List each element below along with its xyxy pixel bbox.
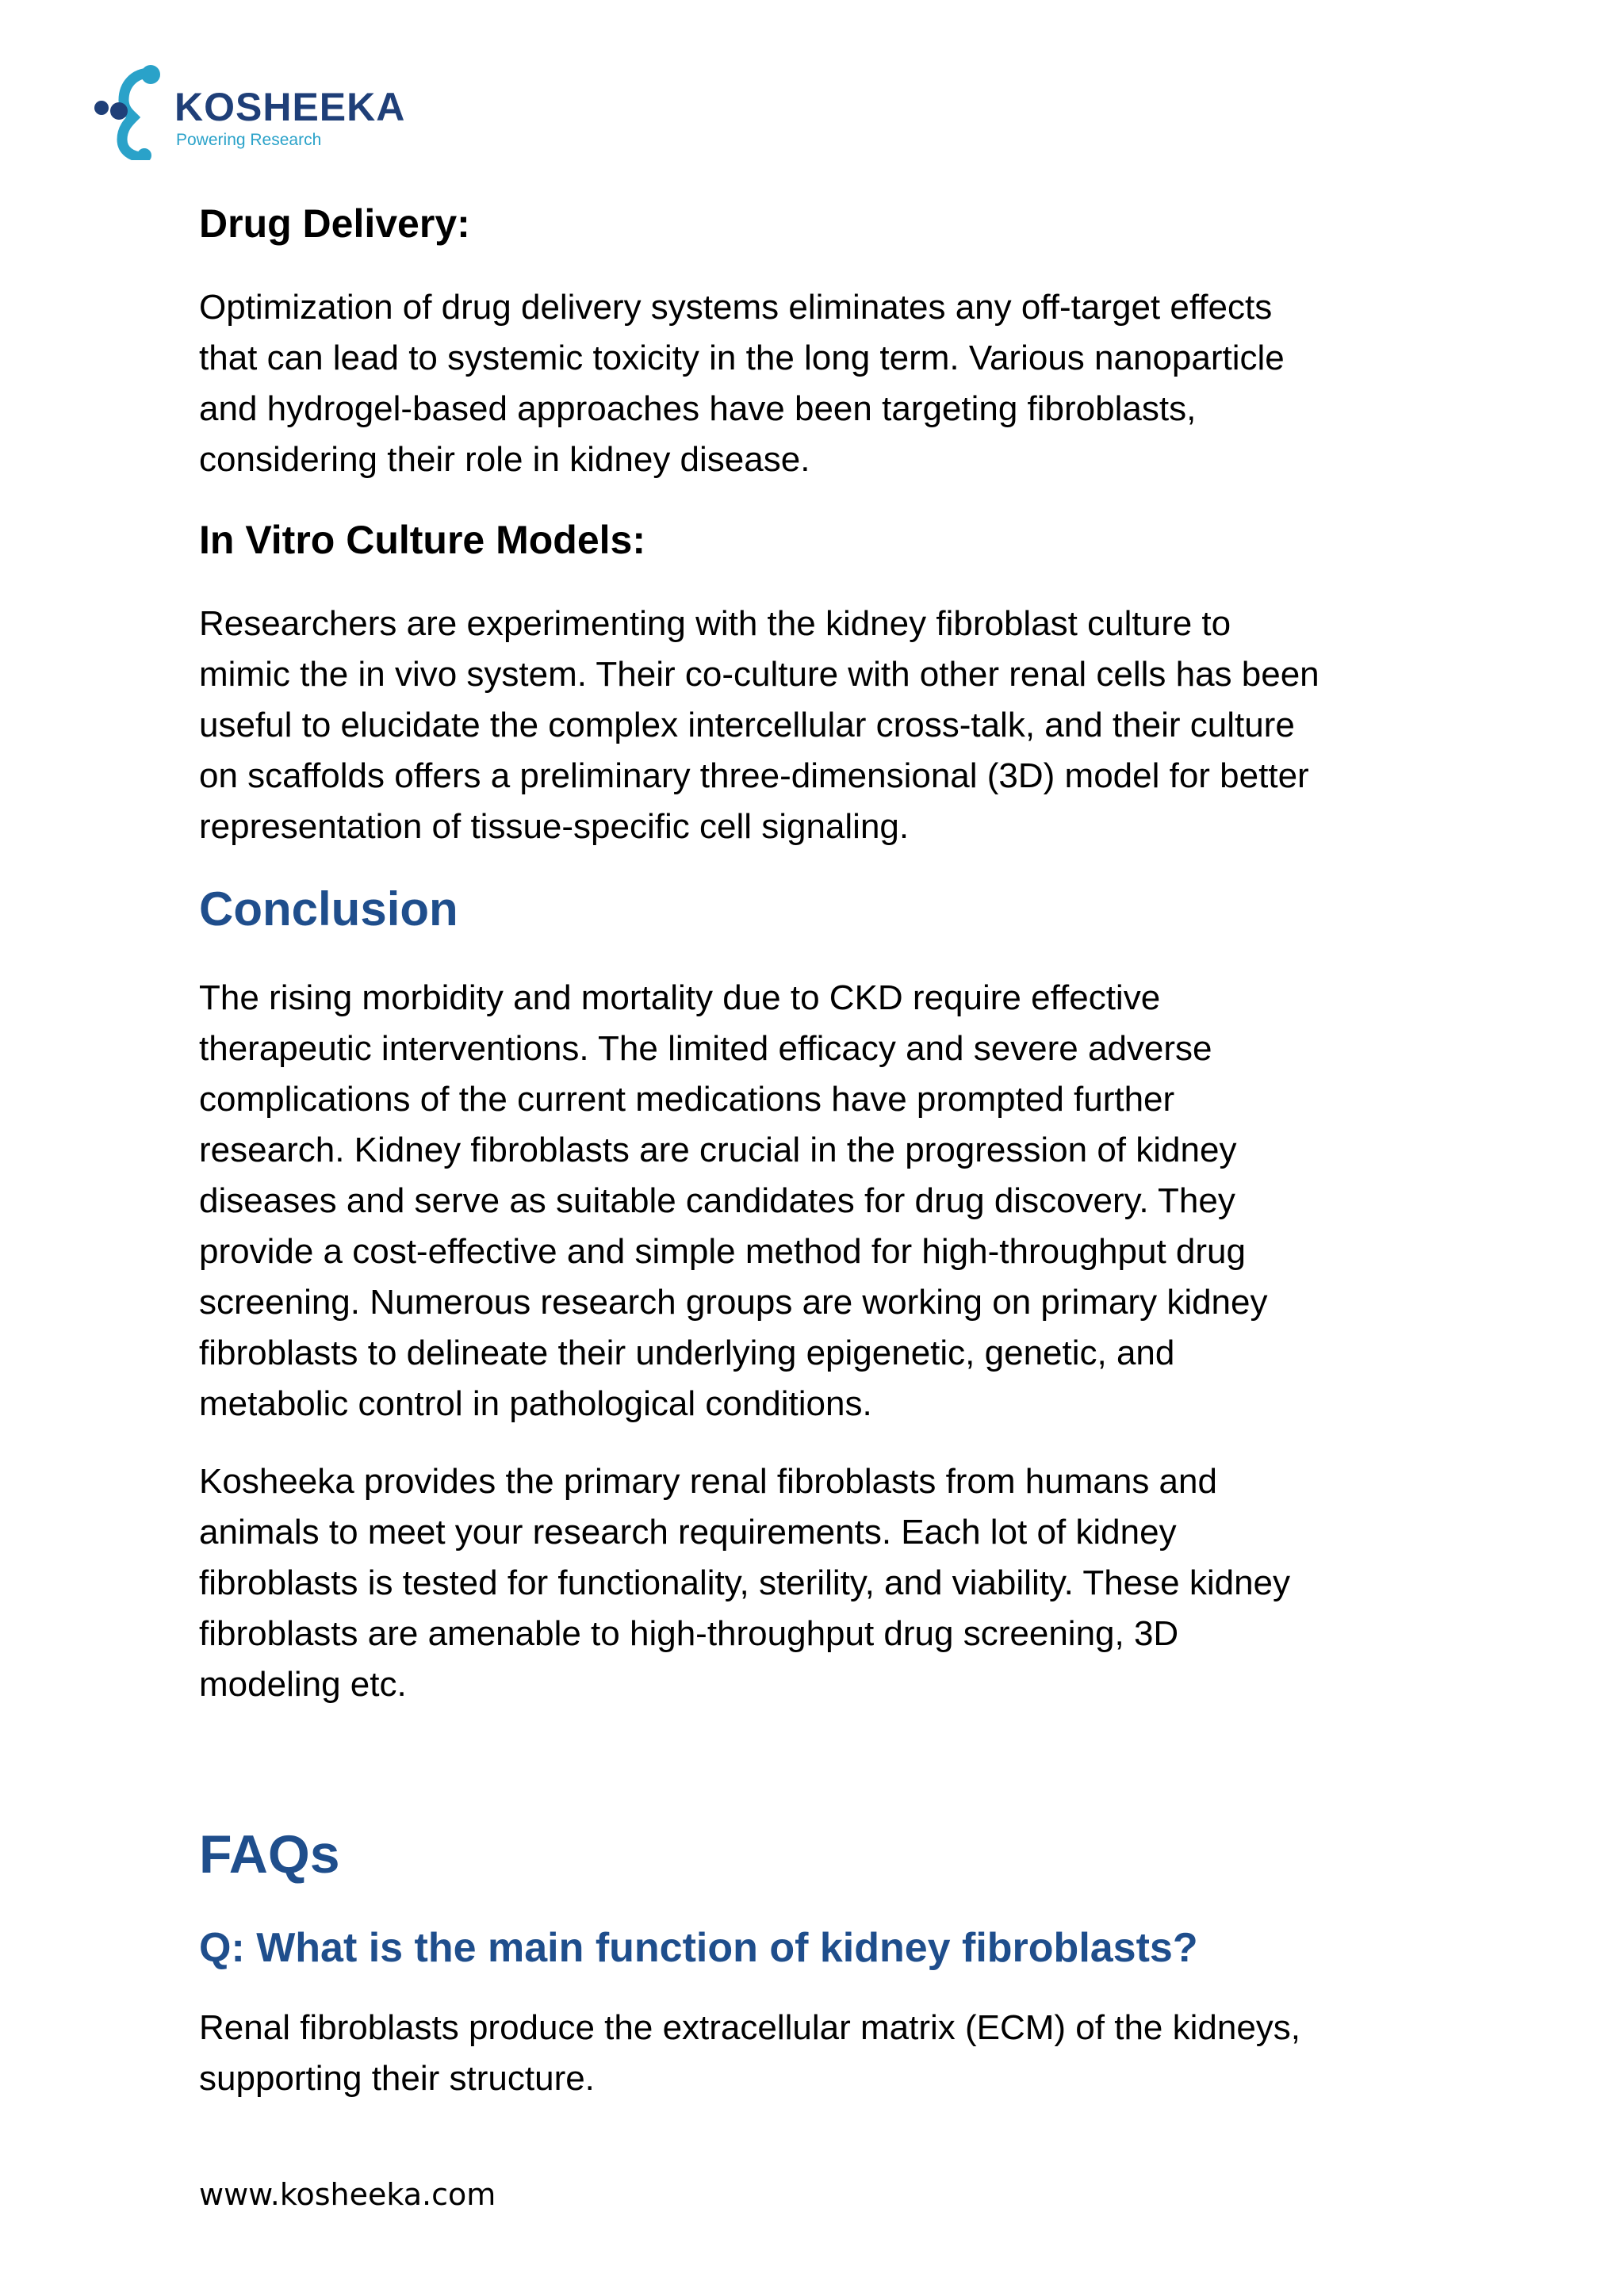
faq-question: Q: What is the main function of kidney fibroblasts? [199, 1925, 1198, 1971]
text-line: modeling etc. [199, 1665, 407, 1704]
conclusion-heading: Conclusion [199, 882, 458, 936]
text-line: The rising morbidity and mortality due to CKD require effective [199, 978, 1161, 1017]
text-line: fibroblasts is tested for functionality, sterility, and viability. These kidney [199, 1563, 1291, 1602]
kosheeka-logo [86, 65, 458, 160]
text-line: provide a cost-effective and simple method for high-throughput drug [199, 1232, 1246, 1271]
molecule-logo-icon [86, 65, 173, 160]
text-line: that can lead to systemic toxicity in the long term. Various nanoparticle [199, 339, 1285, 377]
text-line: mimic the in vivo system. Their co-culture with other renal cells has been [199, 655, 1320, 694]
text-line: diseases and serve as suitable candidates for drug discovery. They [199, 1181, 1235, 1220]
text-line: metabolic control in pathological conditions. [199, 1384, 872, 1423]
faqs-heading: FAQs [199, 1824, 340, 1885]
in-vitro-heading: In Vitro Culture Models: [199, 518, 645, 562]
text-line: representation of tissue-specific cell signaling. [199, 807, 910, 846]
text-line: complications of the current medications have prompted further [199, 1080, 1175, 1119]
text-line: therapeutic interventions. The limited efficacy and severe adverse [199, 1029, 1212, 1068]
in-vitro-paragraph [199, 599, 1320, 852]
text-line: Kosheeka provides the primary renal fibroblasts from humans and [199, 1462, 1217, 1501]
brand-tagline: Powering Research [176, 131, 322, 149]
text-line: screening. Numerous research groups are working on primary kidney [199, 1283, 1268, 1322]
conclusion-paragraph-1 [199, 973, 1268, 1429]
footer-url: www.kosheeka.com [199, 2177, 496, 2212]
faq-answer [199, 2003, 1300, 2104]
text-line: animals to meet your research requirements. Each lot of kidney [199, 1513, 1177, 1552]
drug-delivery-heading: Drug Delivery: [199, 201, 470, 246]
text-line: considering their role in kidney disease. [199, 440, 810, 479]
conclusion-paragraph-2 [199, 1456, 1290, 1710]
text-line: useful to elucidate the complex intercellular cross-talk, and their culture [199, 706, 1295, 744]
text-line: Optimization of drug delivery systems eliminates any off-target effects [199, 288, 1273, 327]
text-line: fibroblasts are amenable to high-throughput drug screening, 3D [199, 1614, 1179, 1653]
brand-name: KOSHEEKA [174, 85, 406, 129]
text-line: supporting their structure. [199, 2059, 595, 2098]
text-line: Researchers are experimenting with the kidney fibroblast culture to [199, 604, 1231, 643]
text-line: fibroblasts to delineate their underlying epigenetic, genetic, and [199, 1334, 1175, 1372]
text-line: Renal fibroblasts produce the extracellular matrix (ECM) of the kidneys, [199, 2008, 1301, 2047]
text-line: on scaffolds offers a preliminary three-dimensional (3D) model for better [199, 756, 1309, 795]
drug-delivery-paragraph [199, 282, 1285, 485]
text-line: research. Kidney fibroblasts are crucial in the progression of kidney [199, 1131, 1237, 1169]
text-line: and hydrogel-based approaches have been targeting fibroblasts, [199, 389, 1197, 428]
